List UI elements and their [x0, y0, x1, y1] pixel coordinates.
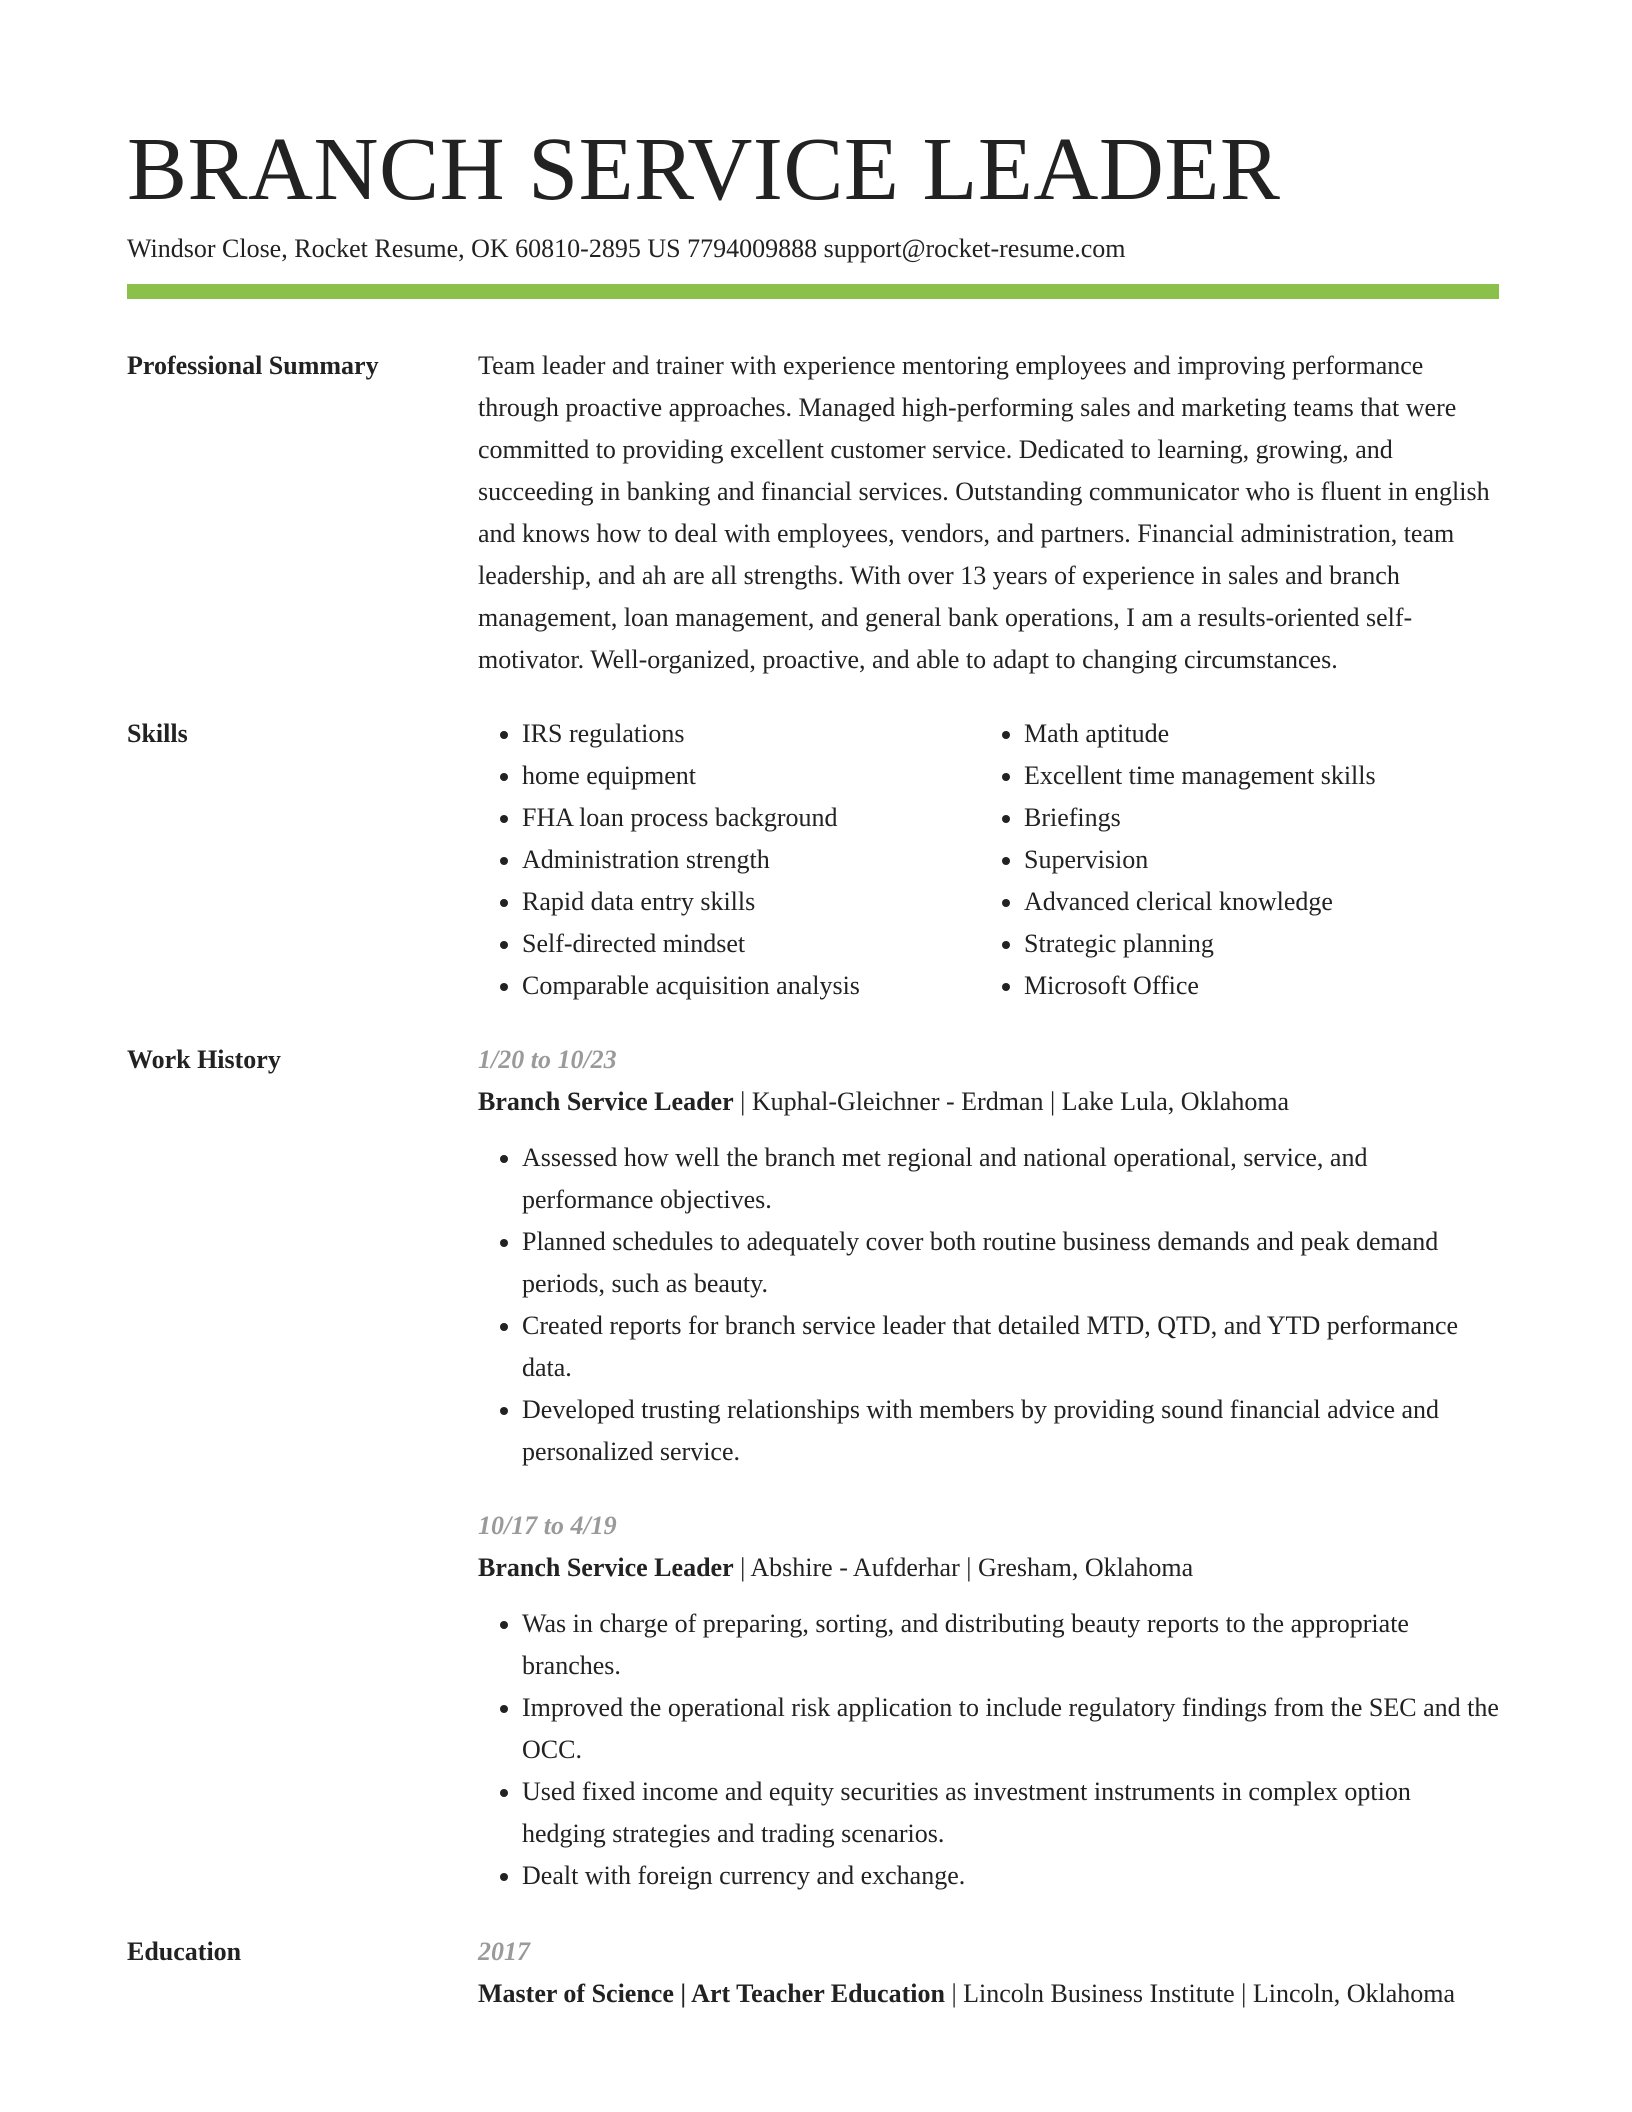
education-date: 2017	[478, 1937, 530, 1966]
skill-item: • Advanced clerical knowledge	[1024, 881, 1482, 923]
skill-item: • Supervision	[1024, 839, 1482, 881]
job-details: | Abshire - Aufderhar | Gresham, Oklahoma	[733, 1553, 1194, 1582]
job-bullets	[478, 1137, 1499, 1473]
job-details: | Kuphal-Gleichner - Erdman | Lake Lula, Oklahoma	[733, 1087, 1290, 1116]
job-title-line	[478, 1547, 1499, 1589]
work-history-section	[127, 1039, 1499, 1897]
skill-item: • FHA loan process background	[522, 797, 980, 839]
job-date: 1/20 to 10/23	[478, 1045, 617, 1074]
resume-page	[127, 118, 1499, 2015]
job-bullet: • Used fixed income and equity securities as investment instruments in complex option hedging strategies and trading scenarios.	[522, 1771, 1499, 1855]
skill-item: • Strategic planning	[1024, 923, 1482, 965]
skill-item: • Rapid data entry skills	[522, 881, 980, 923]
summary-section	[127, 345, 1499, 681]
education-line	[478, 1973, 1499, 2015]
job-title-line	[478, 1081, 1499, 1123]
skill-item: • home equipment	[522, 755, 980, 797]
work-history-body	[478, 1039, 1499, 1897]
job-bullet: • Improved the operational risk application to include regulatory findings from the SEC and the OCC.	[522, 1687, 1499, 1771]
job-entry	[478, 1505, 1499, 1897]
job-bullet: • Developed trusting relationships with members by providing sound financial advice and personalized service.	[522, 1389, 1499, 1473]
job-bullet: • Was in charge of preparing, sorting, and distributing beauty reports to the appropriate branches.	[522, 1603, 1499, 1687]
education-details: | Lincoln Business Institute | Lincoln, Oklahoma	[944, 1979, 1456, 2008]
skills-label: Skills	[127, 719, 188, 748]
skill-item: • IRS regulations	[522, 713, 980, 755]
skill-item: • Math aptitude	[1024, 713, 1482, 755]
job-title: Branch Service Leader	[478, 1087, 734, 1116]
skills-section	[127, 713, 1499, 1007]
skills-columns	[478, 713, 1499, 1007]
skill-item: • Administration strength	[522, 839, 980, 881]
job-date: 10/17 to 4/19	[478, 1511, 617, 1540]
job-bullets	[478, 1603, 1499, 1897]
skill-item: • Briefings	[1024, 797, 1482, 839]
resume-name-heading: BRANCH SERVICE LEADER	[127, 120, 1281, 219]
job-title: Branch Service Leader	[478, 1553, 734, 1582]
job-bullet: • Created reports for branch service leader that detailed MTD, QTD, and YTD performance data.	[522, 1305, 1499, 1389]
summary-text: Team leader and trainer with experience mentoring employees and improving performance through proactive approaches. Managed high-performing sales and marketing teams that were committed to providing excellent customer service. Dedicated to learning, growing, and succeeding in banking and financial services. Outstanding communicator who is fluent in english and knows how to deal with employees, vendors, and partners. Financial administration, team leadership, and ah are all strengths. With over 13 years of experience in sales and branch management, loan management, and general bank operations, I am a results-oriented self-motivator. Well-organized, proactive, and able to adapt to changing circumstances.	[478, 351, 1490, 674]
skill-item: • Excellent time management skills	[1024, 755, 1482, 797]
summary-label: Professional Summary	[127, 351, 379, 380]
education-body	[478, 1931, 1499, 2015]
education-degree: Master of Science | Art Teacher Education	[478, 1979, 945, 2008]
skills-list-right	[980, 713, 1482, 1007]
skill-item: • Microsoft Office	[1024, 965, 1482, 1007]
skill-item: • Comparable acquisition analysis	[522, 965, 980, 1007]
job-bullet: • Assessed how well the branch met regional and national operational, service, and performance objectives.	[522, 1137, 1499, 1221]
accent-divider	[127, 284, 1499, 299]
job-bullet: • Dealt with foreign currency and exchange.	[522, 1855, 1499, 1897]
work-history-label: Work History	[127, 1045, 281, 1074]
skill-item: • Self-directed mindset	[522, 923, 980, 965]
skills-list-left	[478, 713, 980, 1007]
contact-line: Windsor Close, Rocket Resume, OK 60810-2895 US 7794009888 support@rocket-resume.com	[127, 234, 1126, 263]
education-section	[127, 1931, 1499, 2015]
job-entry	[478, 1039, 1499, 1473]
job-bullet: • Planned schedules to adequately cover both routine business demands and peak demand periods, such as beauty.	[522, 1221, 1499, 1305]
education-label: Education	[127, 1937, 242, 1966]
